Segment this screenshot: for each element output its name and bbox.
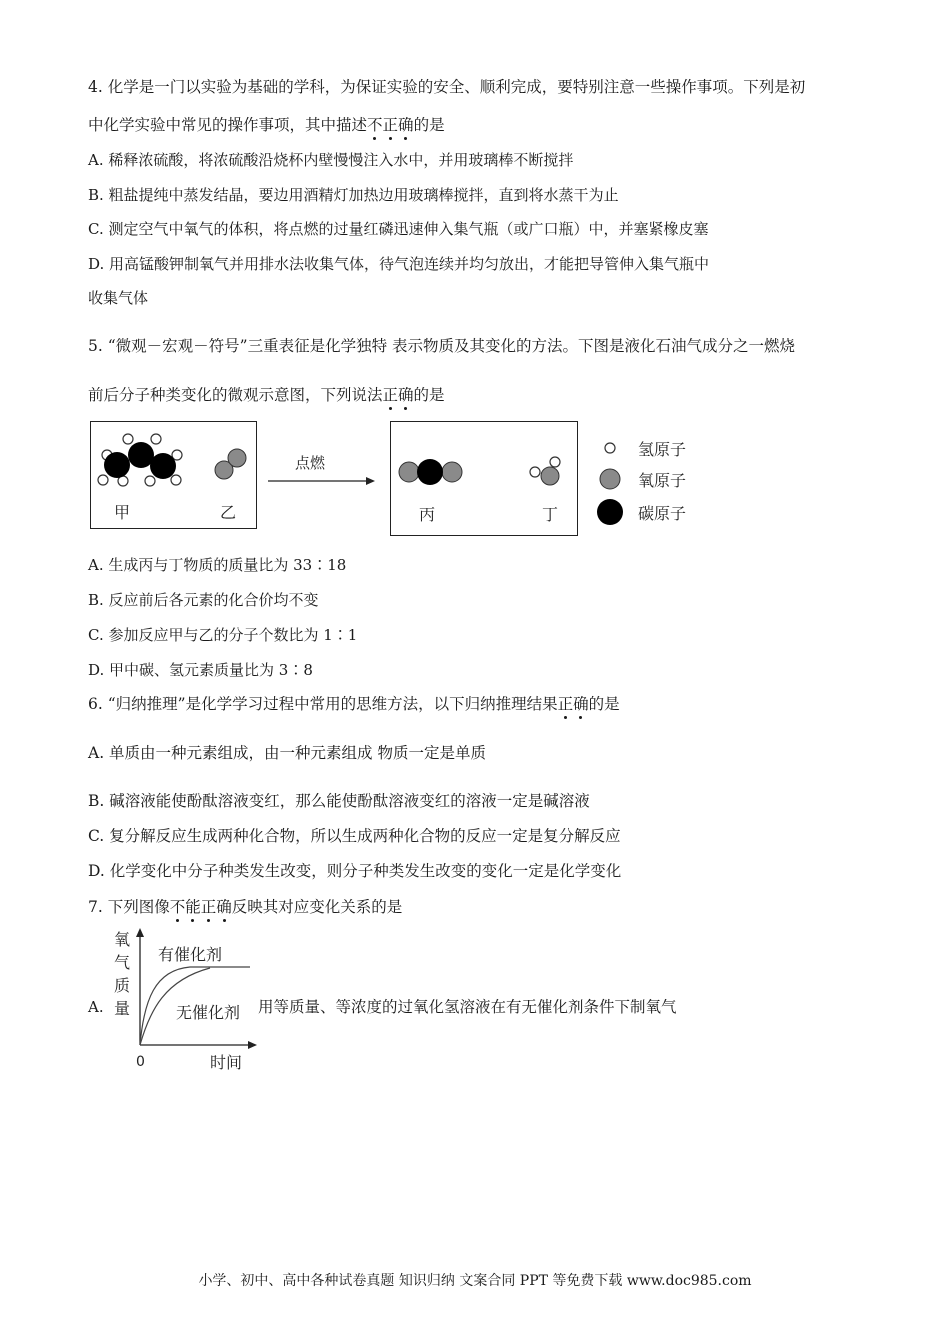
q6-stem-text-end: 的是 [588,695,620,713]
q4-option-c: C. 测定空气中氧气的体积，将点燃的过量红磷迅速伸入集气瓶（或广口瓶）中，并塞紧橡皮塞 [88,220,709,238]
legend-hydrogen: 氢原子 [638,440,687,459]
emphasis-char: 正 [557,695,574,713]
legend [597,440,686,525]
q7-stem-text-end: 反映其对应变化关系的是 [231,898,403,916]
emphasis-char: 确 [216,898,232,916]
arrow-label: 点燃 [295,454,326,472]
y-axis-label: 质 [114,976,131,995]
q5-option-a: A. 生成丙与丁物质的质量比为 33∶18 [88,556,347,574]
label-ding: 丁 [542,505,559,524]
emphasis-char: 不 [367,116,383,134]
q4-stem-text-end: 的是 [413,116,445,134]
q4-option-d: D. 用高锰酸钾制氧气并用排水法收集气体，待气泡连续并均匀放出，才能把导管伸入集气瓶中 [88,255,710,273]
oxygen-molecule [215,449,246,479]
q4-option-b: B. 粗盐提纯中蒸发结晶，要边用酒精灯加热边用玻璃棒搅拌，直到将水蒸干为止 [88,186,619,204]
label-yi: 乙 [220,503,237,522]
page-footer: 小学、初中、高中各种试卷真题 知识归纳 文案合同 PPT 等免费下载 www.doc985.com [198,1273,752,1289]
q6-option-d: D. 化学变化中分子种类发生改变，则分子种类发生改变的变化一定是化学变化 [88,862,622,880]
emphasis-char: 正 [382,116,399,134]
propane-molecule [98,434,182,486]
label-without-catalyst: 无催化剂 [176,1003,241,1022]
reaction-diagram [0,0,950,560]
arrow-head [366,477,375,485]
q7-stem [88,897,402,917]
x-axis-arrow [248,1041,257,1049]
q7-graph-a [100,925,260,1075]
q7-stem-text: 7. 下列图像 [88,898,170,916]
q5-stem-text-end: 的是 [413,386,445,404]
q6-stem-text: 6. “归纳推理”是化学学习过程中常用的思维方法，以下归纳推理结果 [88,695,558,713]
legend-carbon: 碳原子 [638,504,687,523]
emphasis-char: 不 [169,898,186,916]
q5-stem-line1: 5. “微观－宏观－符号”三重表征是化学独特 表示物质及其变化的方法。下图是液化石油气成分之一燃烧 [88,337,795,355]
label-with-catalyst: 有催化剂 [158,945,223,964]
x-axis-label: 时间 [210,1053,243,1072]
y-axis-label: 量 [114,999,131,1018]
q6-option-b: B. 碱溶液能使酚酞溶液变红，那么能使酚酞溶液变红的溶液一定是碱溶液 [88,792,590,810]
q4-option-a: A. 稀释浓硫酸，将浓硫酸沿烧杯内壁慢慢注入水中，并用玻璃棒不断搅拌 [88,151,574,169]
water-molecule [530,457,560,485]
y-axis-label: 氧 [114,930,131,949]
co2-molecule [399,459,462,485]
q6-option-c: C. 复分解反应生成两种化合物，所以生成两种化合物的反应一定是复分解反应 [88,827,621,845]
emphasis-char: 正 [200,898,217,916]
q4-stem-line1: 4. 化学是一门以实验为基础的学科，为保证实验的安全、顺利完成，要特别注意一些操作事项。下列是初 [88,78,806,96]
legend-oxygen: 氧原子 [638,471,687,490]
q4-stem-text: 中化学实验中常见的操作事项，其中描述 [88,116,368,134]
y-axis-label: 气 [114,953,131,972]
label-jia: 甲 [114,503,131,522]
emphasis-char: 能 [185,898,201,916]
q5-option-b: B. 反应前后各元素的化合价均不变 [88,591,319,609]
q6-option-a: A. 单质由一种元素组成，由一种元素组成 物质一定是单质 [88,744,486,762]
q7-option-a-text: 用等质量、等浓度的过氧化氢溶液在有无催化剂条件下制氧气 [258,998,677,1016]
y-axis-arrow [136,928,144,937]
q5-stem-text: 前后分子种类变化的微观示意图，下列说法 [88,386,383,404]
q6-stem [88,694,620,714]
label-bing: 丙 [419,505,436,524]
q5-option-c: C. 参加反应甲与乙的分子个数比为 1∶1 [88,626,358,644]
emphasis-char: 正 [382,386,399,404]
emphasis-char: 确 [573,695,589,713]
emphasis-char: 确 [398,386,414,404]
origin-label: 0 [136,1054,145,1070]
emphasis-char: 确 [398,116,414,134]
q7-option-a-label: A. [88,998,104,1016]
q5-option-d: D. 甲中碳、氢元素质量比为 3∶8 [88,661,313,679]
q4-option-d-continued: 收集气体 [88,289,149,307]
